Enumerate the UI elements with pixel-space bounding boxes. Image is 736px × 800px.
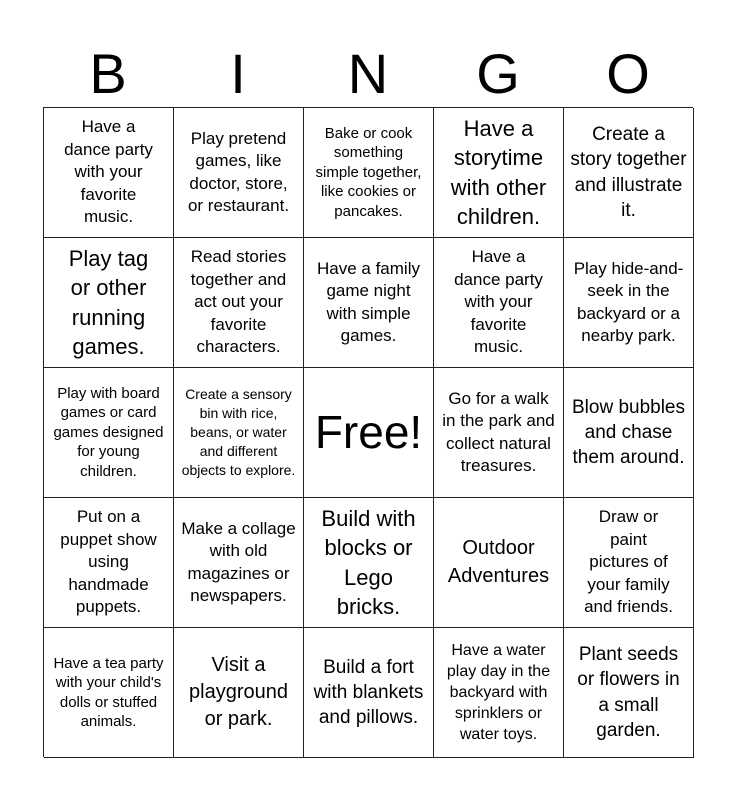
bingo-cell-text: Play hide-and-seek in the backyard or a nearby park. bbox=[573, 258, 684, 345]
bingo-cell-text: Play pretend games, like doctor, store, or restaurant. bbox=[187, 128, 290, 215]
bingo-cell-text: Outdoor Adventures bbox=[447, 537, 550, 587]
bingo-cell-text: Play with board games or card games designed for young children. bbox=[53, 384, 164, 480]
bingo-cell-text: Visit a playground or park. bbox=[189, 653, 288, 731]
bingo-cell-text: Go for a walk in the park and collect natural treasures. bbox=[442, 388, 555, 475]
bingo-cell-r5c4[interactable] bbox=[434, 628, 564, 758]
bingo-cell-r1c3[interactable] bbox=[304, 108, 434, 238]
bingo-cell-r2c5[interactable] bbox=[564, 238, 694, 368]
bingo-cell-r1c4[interactable] bbox=[434, 108, 564, 238]
bingo-cell-text: Build with blocks or Lego bricks. bbox=[321, 506, 416, 619]
header-letter-n: N bbox=[347, 42, 389, 105]
bingo-cell-text: Plant seeds or flowers in a small garden. bbox=[577, 644, 680, 741]
bingo-cell-r2c4[interactable] bbox=[434, 238, 564, 368]
bingo-cell-text: Have a dance party with your favorite music. bbox=[454, 247, 543, 357]
bingo-cell-text: Draw or paint pictures of your family and friends. bbox=[584, 507, 673, 617]
bingo-cell-text: Bake or cook something simple together, like cookies or pancakes. bbox=[315, 124, 422, 220]
bingo-cell-text: Play tag or other running games. bbox=[68, 246, 149, 359]
bingo-cell-r4c5[interactable] bbox=[564, 498, 694, 628]
bingo-cell-r3c5[interactable] bbox=[564, 368, 694, 498]
bingo-cell-r1c2[interactable] bbox=[174, 108, 304, 238]
bingo-board bbox=[43, 107, 693, 757]
bingo-cell-r3c4[interactable] bbox=[434, 368, 564, 498]
bingo-cell-text: Read stories together and act out your favorite characters. bbox=[190, 247, 287, 357]
bingo-cell-r5c1[interactable] bbox=[44, 628, 174, 758]
header-letter-b: B bbox=[89, 42, 127, 105]
bingo-cell-text: Have a dance party with your favorite music. bbox=[64, 117, 153, 227]
bingo-cell-text: Have a storytime with other children. bbox=[450, 116, 547, 229]
bingo-cell-r4c1[interactable] bbox=[44, 498, 174, 628]
bingo-cell-r4c2[interactable] bbox=[174, 498, 304, 628]
bingo-cell-text: Have a tea party with your child's dolls or stuffed animals. bbox=[53, 654, 164, 730]
bingo-cell-text: Blow bubbles and chase them around. bbox=[571, 396, 686, 469]
bingo-cell-r1c1[interactable] bbox=[44, 108, 174, 238]
bingo-cell-text: Build a fort with blankets and pillows. bbox=[313, 656, 424, 729]
bingo-cell-r4c4[interactable] bbox=[434, 498, 564, 628]
bingo-cell-r5c3[interactable] bbox=[304, 628, 434, 758]
bingo-cell-text: Have a water play day in the backyard with sprinklers or water toys. bbox=[446, 641, 551, 744]
bingo-cell-text: Make a collage with old magazines or newspapers. bbox=[181, 518, 296, 605]
bingo-cell-r5c2[interactable] bbox=[174, 628, 304, 758]
bingo-cell-text: Create a story together and illustrate it. bbox=[570, 124, 687, 221]
free-space-text: Free! bbox=[314, 406, 423, 459]
header-letter-o: O bbox=[606, 42, 650, 105]
bingo-cell-r2c3[interactable] bbox=[304, 238, 434, 368]
bingo-cell-r5c5[interactable] bbox=[564, 628, 694, 758]
bingo-header bbox=[43, 40, 693, 108]
bingo-cell-r4c3[interactable] bbox=[304, 498, 434, 628]
header-letter-g: G bbox=[476, 42, 520, 105]
header-letter-i: I bbox=[230, 42, 246, 105]
bingo-cell-text: Create a sensory bin with rice, beans, or water and different objects to explore. bbox=[181, 386, 296, 478]
bingo-cell-r1c5[interactable] bbox=[564, 108, 694, 238]
bingo-cell-text: Put on a puppet show using handmade puppets. bbox=[60, 507, 157, 617]
bingo-cell-r3c2[interactable] bbox=[174, 368, 304, 498]
bingo-cell-text: Have a family game night with simple games. bbox=[317, 258, 420, 345]
free-space[interactable] bbox=[304, 368, 434, 498]
bingo-cell-r2c1[interactable] bbox=[44, 238, 174, 368]
bingo-cell-r3c1[interactable] bbox=[44, 368, 174, 498]
bingo-cell-r2c2[interactable] bbox=[174, 238, 304, 368]
